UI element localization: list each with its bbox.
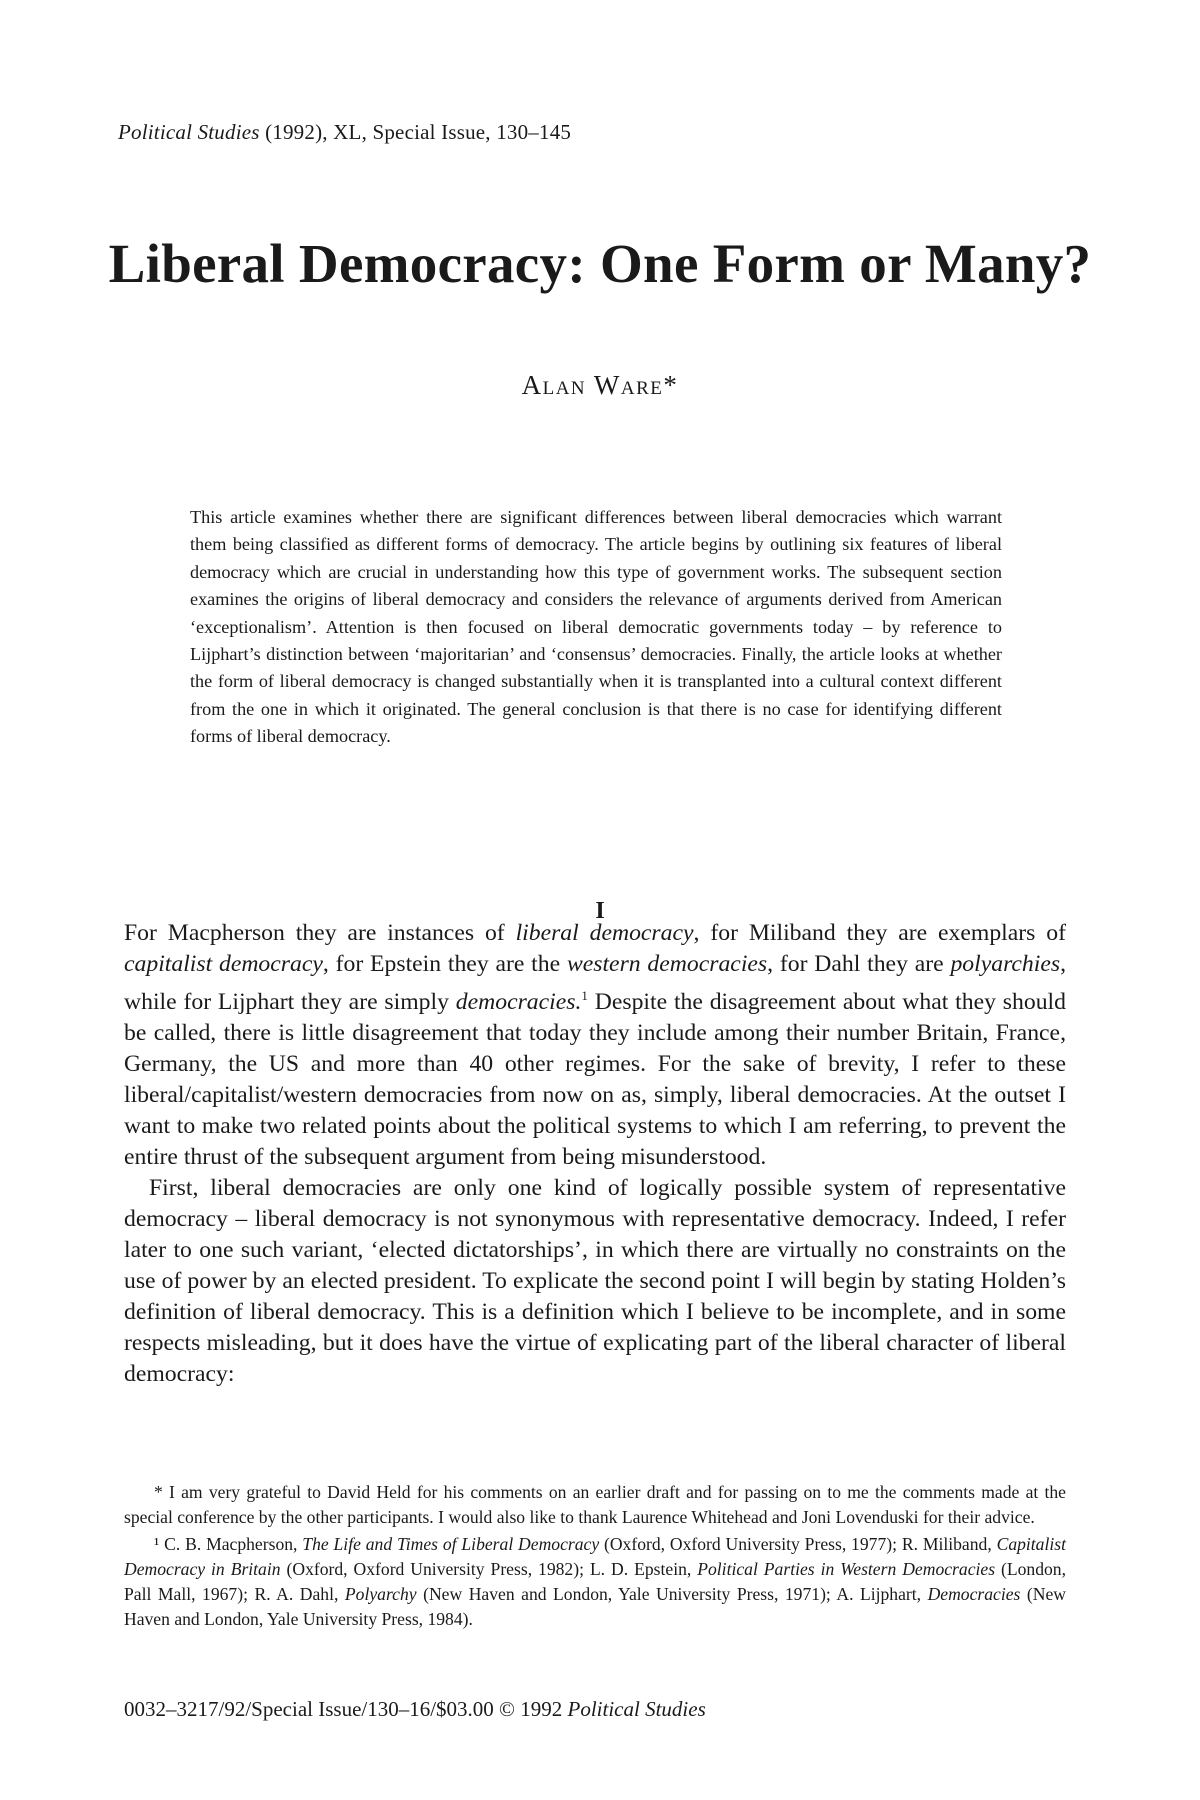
text-run: (Oxford, Oxford University Press, 1977); R. Miliband,	[599, 1534, 997, 1554]
term-liberal-democracy: liberal democracy	[515, 920, 694, 946]
paragraph-1	[124, 918, 1066, 1173]
text-run: ¹ C. B. Macpherson,	[154, 1534, 303, 1554]
footnote-1	[124, 1532, 1066, 1632]
book-title: Capitalist Democracy in Britain	[124, 1534, 1066, 1579]
footnotes	[124, 1480, 1066, 1632]
text-run: , for Miliband they are exemplars of	[693, 920, 1067, 946]
text-run: Despite the disagreement about what they should be called, there is little disagreement that today they include among their number Britain, France, Germany, the US and more than 40 other regimes. For the sake of brevity, I refer to these liberal/capitalist/western democracies from now on as, simply, liberal democracies. At the outset I want to make two related points about the political systems to which I am referring, to prevent the entire thrust of the subsequent argument from being misunderstood.	[124, 988, 1066, 1170]
author-name: Alan Ware*	[521, 370, 679, 400]
text-run: , while for Lijphart they are simply	[124, 951, 1066, 1015]
paragraph-2: First, liberal democracies are only one kind of logically possible system of representative democracy – liberal democracy is not synonymous with representative democracy. Indeed, I refer later to one such variant, ‘elected dictatorships’, in which there are virtually no constraints on the use of power by an elected president. To explicate the second point I will begin by stating Holden’s definition of liberal democracy. This is a definition which I believe to be incomplete, and in some respects misleading, but it does have the virtue of explicating part of the liberal character of liberal democracy:	[124, 1174, 1066, 1387]
book-title: Polyarchy	[344, 1584, 417, 1604]
article-title: Liberal Democracy: One Form or Many?	[108, 233, 1092, 294]
text-run: (New Haven and London, Yale University Press, 1971); A. Lijphart,	[416, 1584, 928, 1604]
text-run: , for Epstein they are the	[322, 951, 567, 977]
footnote-star: * I am very grateful to David Held for his comments on an earlier draft and for passing on to me the comments made at the special conference by the other participants. I would also like to thank Laurence Whitehead and Joni Lovenduski for their advice.	[124, 1482, 1066, 1527]
imprint-journal: Political Studies	[567, 1697, 706, 1721]
book-title: Political Parties in Western Democracies	[697, 1559, 996, 1579]
book-title: The Life and Times of Liberal Democracy	[302, 1534, 600, 1554]
running-head-details: (1992), XL, Special Issue, 130–145	[259, 120, 572, 144]
running-head	[118, 120, 571, 145]
abstract: This article examines whether there are significant differences between liberal democracies which warrant them being classified as different forms of democracy. The article begins by outlining six features of liberal democracy which are crucial in understanding how this type of government works. The subsequent section examines the origins of liberal democracy and considers the relevance of arguments derived from American ‘exceptionalism’. Attention is then focused on liberal democratic governments today – by reference to Lijphart’s distinction between ‘majoritarian’ and ‘consensus’ democracies. Finally, the article looks at whether the form of liberal democracy is changed substantially when it is transplanted into a cultural context different from the one in which it originated. The general conclusion is that there is no case for identifying different forms of liberal democracy.	[190, 507, 1002, 747]
imprint-code: 0032–3217/92/Special Issue/130–16/$03.00 © 1992	[124, 1697, 568, 1721]
term-democracies: democracies.	[455, 988, 582, 1015]
book-title: Democracies	[927, 1584, 1021, 1604]
text-run: For Macpherson they are instances of	[124, 920, 516, 946]
text-run: , for Dahl they are	[767, 951, 951, 977]
term-capitalist-democracy: capitalist democracy	[124, 951, 323, 977]
body-text	[124, 918, 1066, 1390]
running-head-journal: Political Studies	[118, 120, 260, 144]
imprint-line	[124, 1697, 706, 1722]
term-polyarchies: polyarchies	[950, 951, 1061, 977]
section-number: I	[595, 898, 605, 924]
text-run: (Oxford, Oxford University Press, 1982); L. D. Epstein,	[280, 1559, 698, 1579]
term-western-democracies: western democracies	[566, 951, 768, 977]
text-run: (New Haven and London, Yale University Press, 1984).	[124, 1584, 1067, 1629]
text-run: (London, Pall Mall, 1967); R. A. Dahl,	[124, 1559, 1066, 1604]
footnote-ref-1[interactable]: 1	[581, 988, 588, 1003]
